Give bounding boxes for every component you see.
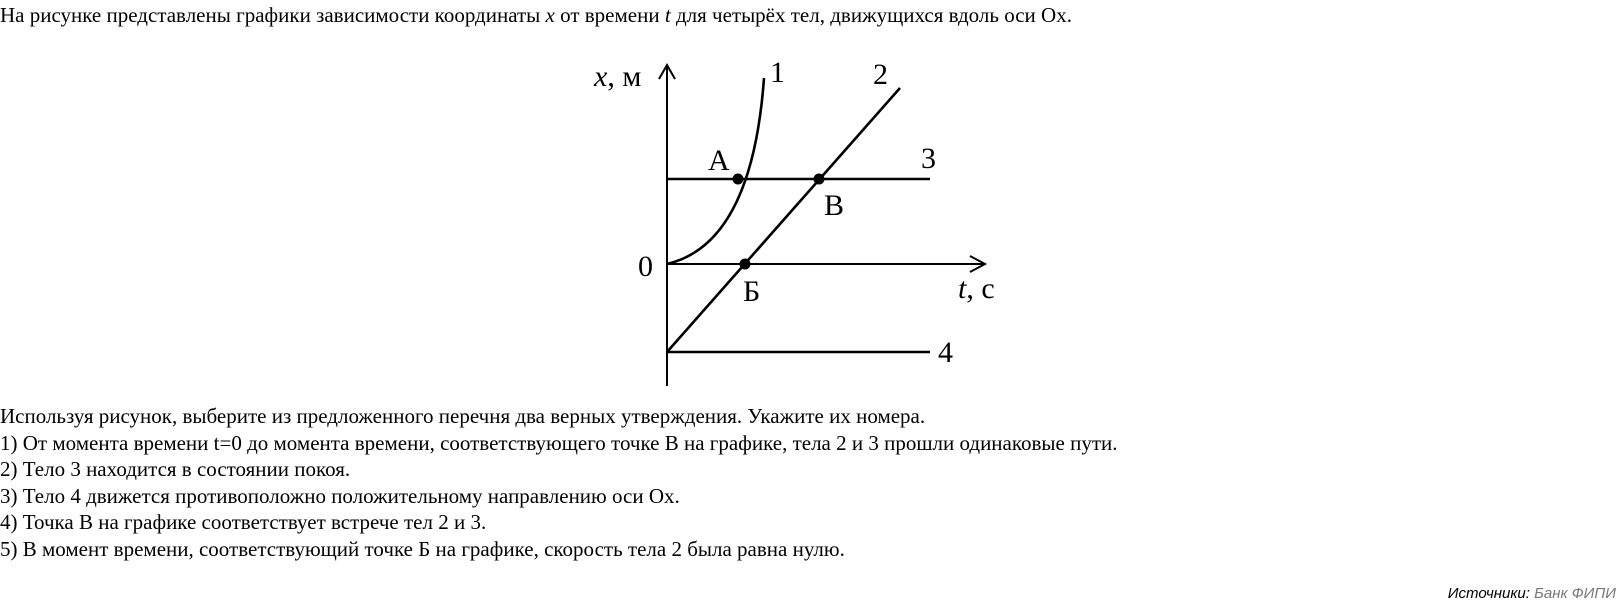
intro-part1: На рисунке представлены графики зависимости координаты	[0, 3, 546, 27]
point-a-dot	[733, 174, 744, 185]
option-5: 5) В момент времени, соответствующий точке Б на графике, скорость тела 2 была равна нулю.	[0, 536, 845, 561]
origin-label: 0	[638, 250, 653, 283]
y-axis-var: x	[594, 60, 608, 93]
option-4: 4) Точка В на графике соответствует встрече тел 2 и 3.	[0, 510, 487, 534]
x-axis-label	[958, 272, 995, 305]
point-v-label: В	[824, 189, 845, 222]
intro-text	[0, 2, 1072, 28]
graph-line-2	[667, 88, 900, 352]
intro-part3: для четырёх тел, движущихся вдоль оси Ох.	[670, 3, 1072, 27]
point-v-dot	[814, 174, 825, 185]
intro-part2: от времени	[554, 3, 665, 27]
line-label-4: 4	[938, 336, 953, 369]
line-label-3: 3	[921, 142, 936, 175]
line-label-2: 2	[873, 58, 888, 91]
source-line	[1448, 585, 1616, 603]
x-axis-unit: , с	[966, 272, 995, 305]
point-a-label: А	[708, 144, 730, 177]
x-axis-var: t	[958, 272, 967, 305]
motion-graph-svg	[580, 48, 1020, 390]
option-2: 2) Тело 3 находится в состоянии покоя.	[0, 457, 351, 481]
point-b-label: Б	[743, 275, 761, 308]
question-prompt: Используя рисунок, выберите из предложенного перечня два верных утверждения. Укажите их номера.	[0, 404, 926, 428]
y-axis-unit: , м	[607, 60, 642, 93]
point-b-dot	[740, 259, 751, 270]
source-name: Банк ФИПИ	[1534, 585, 1616, 602]
intro-var-x: x	[545, 3, 555, 27]
option-3: 3) Тело 4 движется противоположно положительному направлению оси Ох.	[0, 483, 680, 508]
option-1: 1) От момента времени t=0 до момента времени, соответствующего точке В на графике, тела 2 и 3 прошли одинаковые пути.	[0, 430, 1118, 455]
intro-var-t: t	[664, 3, 671, 27]
motion-graph	[580, 48, 1020, 390]
source-label: Источники:	[1447, 585, 1530, 602]
question-block	[0, 403, 1118, 562]
y-axis-label	[593, 60, 641, 93]
line-label-1: 1	[770, 56, 785, 89]
